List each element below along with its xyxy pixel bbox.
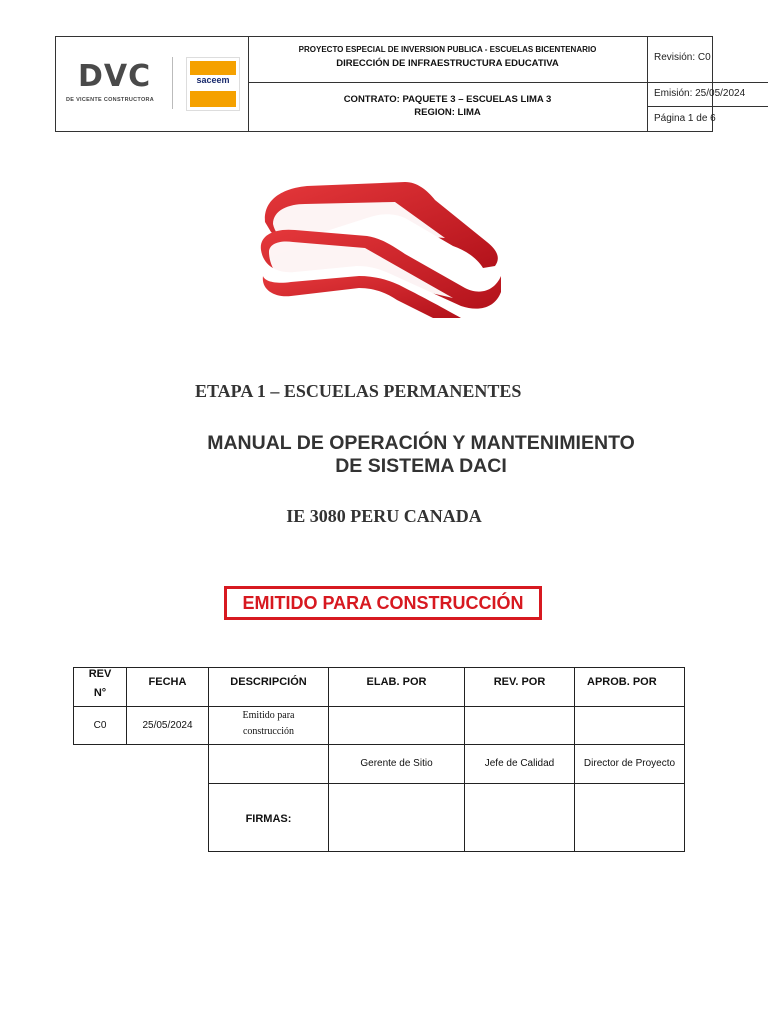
role-rev-por: Jefe de Calidad xyxy=(464,744,575,784)
cell-descripcion: Emitido para construcción xyxy=(208,706,329,745)
role-elab: Gerente de Sitio xyxy=(328,744,465,784)
contract-region: REGION: LIMA xyxy=(414,107,481,118)
dvc-logo-subtitle: DE VICENTE CONSTRUCTORA xyxy=(66,97,155,103)
cell-aprob-empty xyxy=(574,706,685,745)
document-header xyxy=(55,36,746,132)
project-cell xyxy=(248,37,648,83)
dvc-logo-text: DVC xyxy=(78,59,152,94)
emission-value: Emisión: 25/05/2024 xyxy=(654,88,746,99)
firmas-label: FIRMAS: xyxy=(208,783,329,852)
th-descripcion: DESCRIPCIÓN xyxy=(208,667,329,707)
cell-roles-empty xyxy=(208,744,329,784)
manual-title xyxy=(184,432,658,478)
revision-cell xyxy=(648,37,768,83)
signature-rev-por xyxy=(464,783,575,852)
logo-divider xyxy=(172,57,173,109)
page-cell xyxy=(648,107,768,131)
cell-rev: C0 xyxy=(73,706,127,745)
th-rev-por: REV. POR xyxy=(464,667,575,707)
th-fecha: FECHA xyxy=(126,667,209,707)
stage-title: ETAPA 1 – ESCUELAS PERMANENTES xyxy=(195,381,522,401)
contract-name: CONTRATO: PAQUETE 3 – ESCUELAS LIMA 3 xyxy=(343,94,552,105)
revision-value: Revisión: C0 xyxy=(654,52,711,63)
manual-title-line1: MANUAL DE OPERACIÓN Y MANTENIMIENTO xyxy=(207,432,635,454)
project-name: PROYECTO ESPECIAL DE INVERSION PUBLICA - ESCUELAS BICENTENARIO xyxy=(298,45,597,54)
school-name: IE 3080 PERU CANADA xyxy=(286,506,482,526)
page-number: Página 1 de 6 xyxy=(654,113,716,124)
cell-fecha: 25/05/2024 xyxy=(126,706,209,745)
books-logo-icon xyxy=(255,180,505,320)
saceem-logo-text: saceem xyxy=(196,75,230,85)
th-aprob: APROB. POR xyxy=(574,667,685,707)
cell-rev-por-empty xyxy=(464,706,575,745)
manual-title-line2: DE SISTEMA DACI xyxy=(335,455,507,477)
role-aprob: Director de Proyecto xyxy=(574,744,685,784)
project-direction: DIRECCIÓN DE INFRAESTRUCTURA EDUCATIVA xyxy=(336,58,559,69)
issued-stamp: EMITIDO PARA CONSTRUCCIÓN xyxy=(224,586,542,620)
signature-aprob xyxy=(574,783,685,852)
signature-elab xyxy=(328,783,465,852)
contract-cell xyxy=(248,83,648,131)
saceem-logo xyxy=(186,57,240,111)
logo-cell xyxy=(56,37,249,131)
th-elab: ELAB. POR xyxy=(328,667,465,707)
th-rev: REV N° xyxy=(73,667,127,707)
dvc-logo xyxy=(66,59,166,109)
emission-cell xyxy=(648,83,768,107)
cell-elab-empty xyxy=(328,706,465,745)
